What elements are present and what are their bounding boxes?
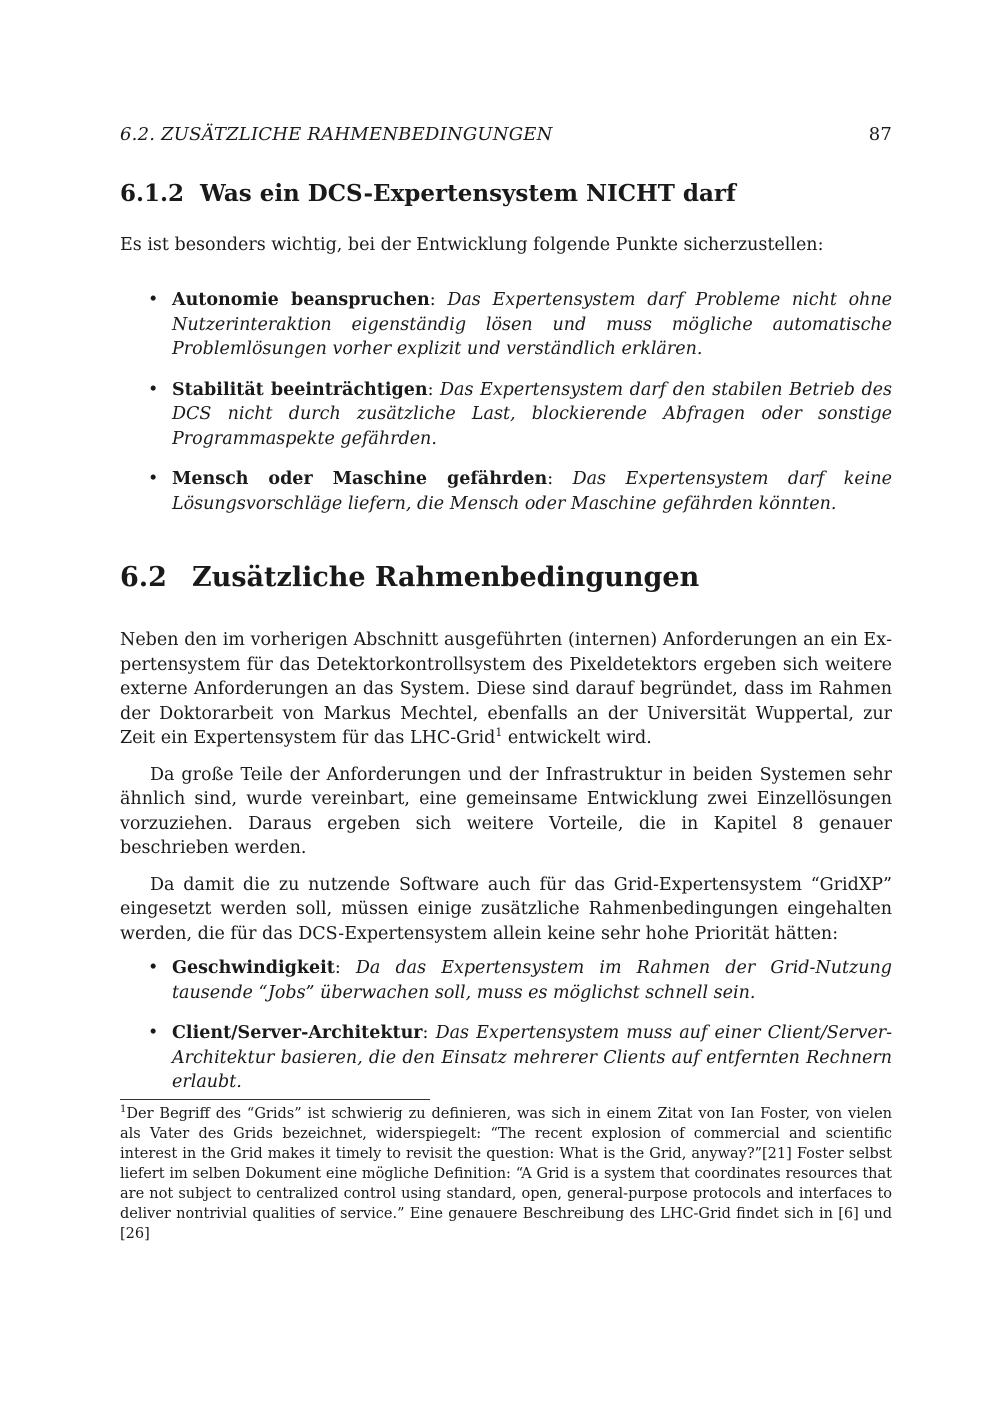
bullet-icon: • [148,290,159,310]
footnote-divider [120,1099,430,1100]
subsection-heading [120,180,892,207]
list-item: • Stabilität beeinträchtigen: Das Expertensystem darf den stabilen Betrieb des DCS nicht durch zusätzliche Last, blockierende Abfragen oder sonstige Programmaspekte gefährden. [148,379,892,449]
footnote-text: Der Begriff des “Grids” ist schwierig zu definieren, was sich in einem Zitat von Ian Foster, von vielen als Vater des Grids bezeichnet, widerspiegelt: “The recent explosion of commercial and scientific interest in the Grid makes it timely to revisit the question: What is the Grid, anyway?”[21] Foster selbst liefert im selben Dokument eine mögliche Definition: “A Grid is a system that coordinates resources that are not subject to centralized control using standard, open, general-purpose protocols and interfaces to deliver nontrivial qualities of service.” Eine genauere Beschreibung des LHC-Grid findet sich in [6] und [26] [120,1106,892,1242]
footnote-mark: 1 [120,1104,127,1116]
paragraph [120,628,892,751]
section-body [120,628,892,958]
item-description: Da das Expertensystem im Rahmen der Grid-Nutzung tausende “Jobs” überwachen soll, muss es möglichst schnell sein. [172,958,892,1003]
paragraph-text: Neben den im vorherigen Abschnitt ausgeführten (internen) Anforderungen an ein Expertensystem für das Detektorkontrollsystem des Pixeldetektors ergeben sich weitere externe Anforderungen an das System. Diese sind darauf begründet, dass im Rahmen der Doktorarbeit von Markus Mechtel, ebenfalls an der Universität Wuppertal, zur Zeit ein Expertensystem für das LHC-Grid [120,630,892,748]
item-description: Das Expertensystem darf keine Lösungsvorschläge liefern, die Mensch oder Maschine gefährden könnten. [172,469,892,514]
list-item: • Autonomie beanspruchen: Das Expertensystem darf Probleme nicht ohne Nutzerinteraktion eigenständig lösen und muss mögliche automatische Problemlösungen vorher explizit und verständlich erklären. [148,290,893,359]
list-item: • Mensch oder Maschine gefährden: Das Expertensystem darf keine Lösungsvorschläge liefern, die Mensch oder Maschine gefährden könnten. [148,469,892,514]
item-description: Das Expertensystem darf Probleme nicht ohne Nutzerinteraktion eigenständig lösen und muss mögliche automatische Problemlösungen vorher explizit und verständlich erklären. [172,290,893,359]
list-item: • Geschwindigkeit: Da das Expertensystem im Rahmen der Grid-Nutzung tausende “Jobs” überwachen soll, muss es möglichst schnell sein. [148,958,892,1003]
paragraph-text: entwickelt wird. [502,728,652,748]
paragraph: Da damit die zu nutzende Software auch für das Grid-Expertensystem “GridXP” eingesetzt werden soll, müssen einige zusätzliche Rahmenbedingungen eingehalten werden, die für das DCS-Expertensystem allein keine sehr hohe Priorität hätten: [120,874,892,944]
section-number: 6.2 [120,562,167,593]
requirements-list [148,288,892,532]
bullet-icon: • [148,379,159,400]
running-header [120,124,892,145]
section-heading [120,562,892,593]
item-description: Das Expertensystem muss auf einer Client/Server-Architektur basieren, die den Einsatz mehrerer Clients auf entfernten Rechnern erlaubt. [172,1023,892,1092]
constraints-list [148,956,892,1111]
list-item: • Client/Server-Architektur: Das Expertensystem muss auf einer Client/Server-Architektur basieren, die den Einsatz mehrerer Clients auf entfernten Rechnern erlaubt. [148,1023,892,1092]
bullet-icon: • [148,958,159,978]
item-term: Stabilität beeinträchtigen [172,379,428,400]
subsection-title: Was ein DCS-Expertensystem NICHT darf [200,180,736,207]
item-description: Das Expertensystem darf den stabilen Betrieb des DCS nicht durch zusätzliche Last, blockierende Abfragen oder sonstige Programmaspekte gefährden. [172,379,892,449]
item-term: Autonomie beanspruchen [172,290,430,310]
section-title: Zusätzliche Rahmenbedingungen [192,562,700,593]
item-term: Mensch oder Maschine gefährden [172,469,548,489]
footnote [120,1104,892,1244]
intro-paragraph: Es ist besonders wichtig, bei der Entwicklung folgende Punkte sicherzustellen: [120,235,824,255]
item-term: Client/Server-Architektur [172,1023,423,1043]
page-number: 87 [868,124,892,145]
bullet-icon: • [148,1023,159,1043]
running-title: 6.2. ZUSÄTZLICHE RAHMENBEDINGUNGEN [120,124,553,145]
footnote-reference[interactable]: 1 [495,726,503,740]
bullet-icon: • [148,469,159,489]
subsection-number: 6.1.2 [120,180,185,207]
paragraph: Da große Teile der Anforderungen und der Infrastruktur in beiden Systemen sehr ähnlich sind, wurde vereinbart, eine gemeinsame Entwicklung zwei Einzellösungen vorzuziehen. Daraus ergeben sich weitere Vorteile, die in Kapitel 8 genauer beschrieben werden. [120,764,892,858]
item-term: Geschwindigkeit [172,958,335,978]
